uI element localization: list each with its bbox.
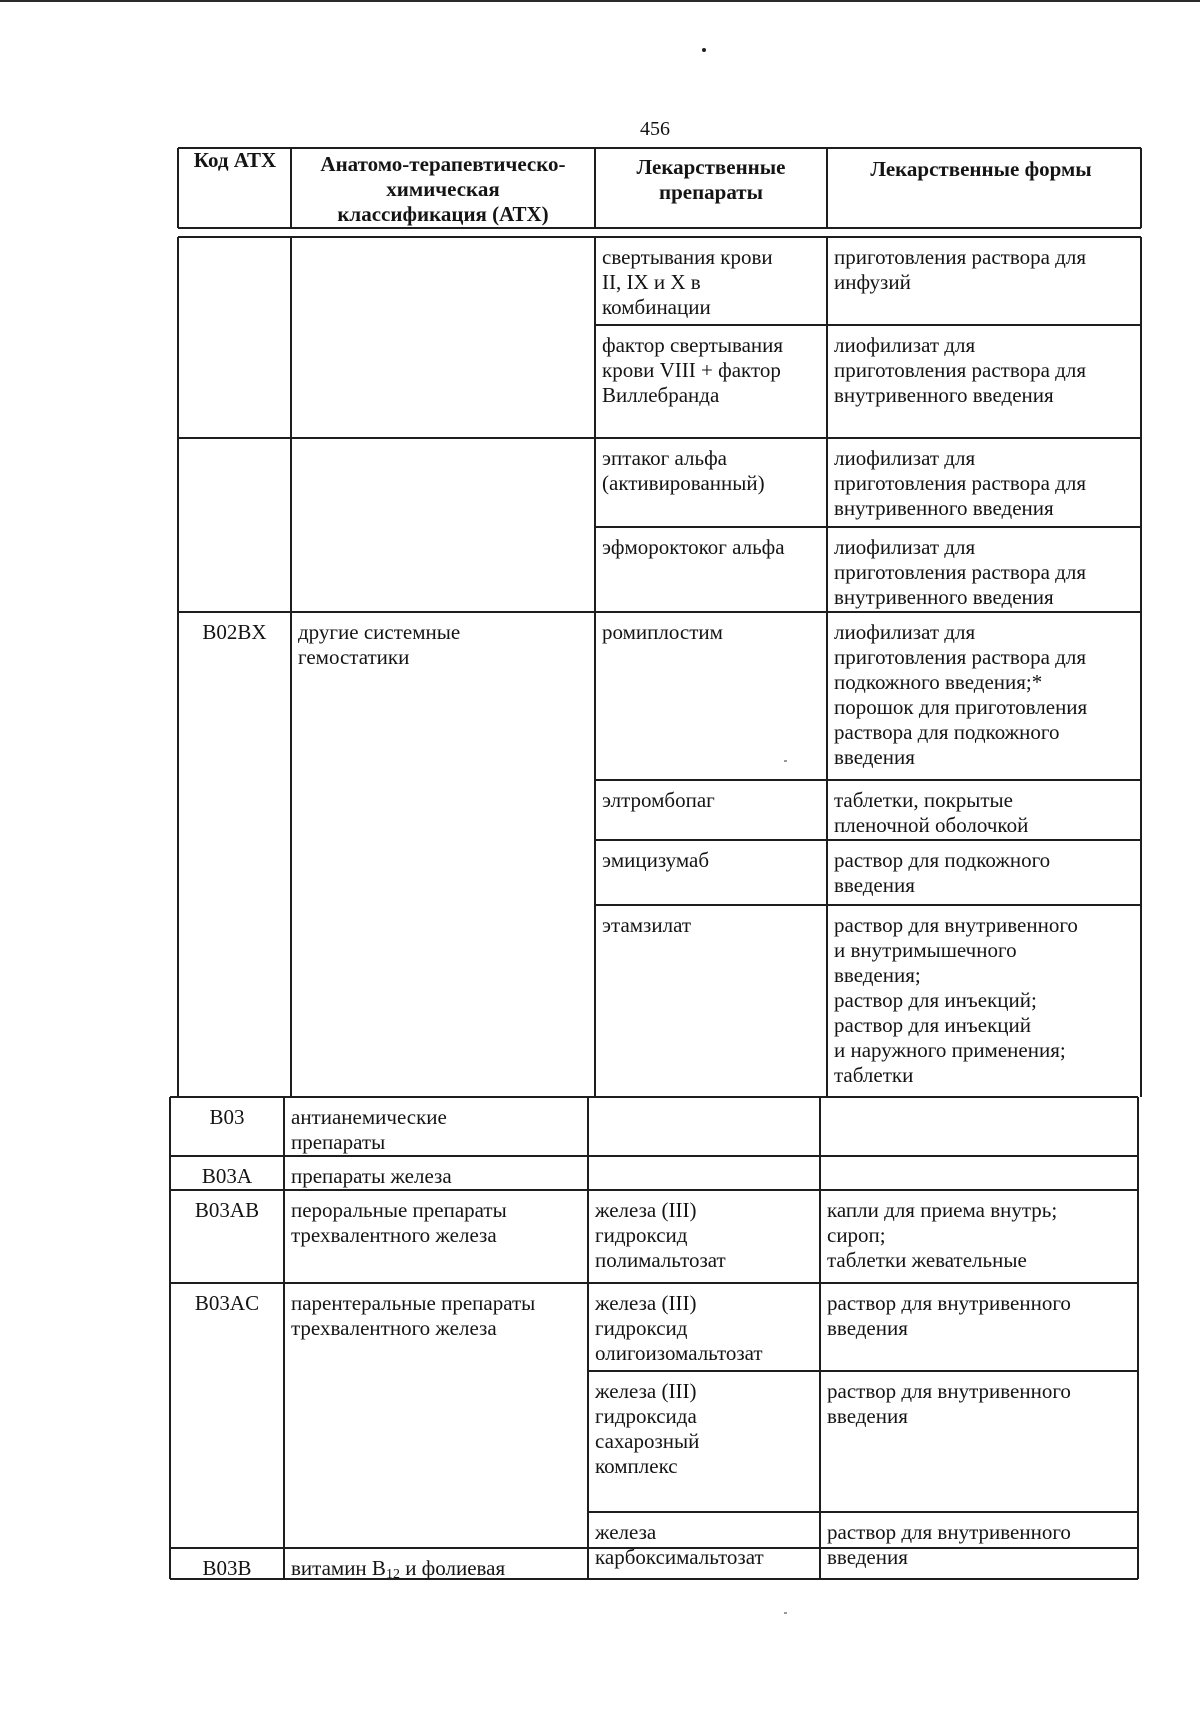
cell-drug: свертывания крови II, IX и X в комбинации [602, 245, 773, 319]
cell-dosage-form: капли для приема внутрь; сироп; таблетки жевательные [827, 1198, 1058, 1272]
cell-dosage-form: лиофилизат для приготовления раствора для внутривенного введения [834, 333, 1086, 407]
cell-dosage-form: раствор для внутривенного введения [827, 1291, 1071, 1340]
cell-atc-classification: препараты железа [291, 1164, 452, 1188]
cell-drug: железа (III) гидроксид полимальтозат [595, 1198, 726, 1272]
cell-drug: железа (III) гидроксида сахарозный комплекс [595, 1379, 700, 1478]
scan-speck [784, 1612, 787, 1614]
cell-atc-code: B03B [202, 1556, 252, 1580]
header-dosage-forms: Лекарственные формы [870, 157, 1092, 181]
page-number: 456 [640, 118, 670, 140]
cell-atc-code: B03A [201, 1164, 253, 1188]
cell-atc-classification: антианемические препараты [291, 1105, 447, 1154]
header-atc-code: Код АТХ [193, 148, 277, 172]
cell-atc-classification: парентеральные препараты трехвалентного железа [291, 1291, 536, 1340]
cell-drug: эптаког альфа (активированный) [602, 446, 765, 495]
cell-dosage-form: лиофилизат для приготовления раствора для подкожного введения;* порошок для приготовления раствора для подкожного введения [834, 620, 1088, 769]
cell-atc-code: B03AB [194, 1198, 260, 1222]
cell-drug: эмицизумаб [602, 848, 710, 872]
cell-dosage-form: раствор для внутривенного введения [827, 1379, 1071, 1428]
header-drugs: Лекарственные препараты [636, 155, 786, 204]
cell-drug: этамзилат [602, 913, 692, 937]
scan-top-edge [0, 0, 1200, 2]
cell-dosage-form: лиофилизат для приготовления раствора для внутривенного введения [834, 535, 1086, 609]
cell-drug: эфмороктоког альфа [602, 535, 785, 559]
scan-speck [784, 760, 787, 762]
cell-dosage-form: приготовления раствора для инфузий [834, 245, 1086, 294]
cell-dosage-form: раствор для внутривенного введения [827, 1520, 1071, 1569]
cell-atc-code: B03AC [194, 1291, 260, 1315]
cell-atc-classification: другие системные гемостатики [298, 620, 461, 669]
cell-dosage-form: таблетки, покрытые пленочной оболочкой [834, 788, 1029, 837]
cell-drug: ромиплостим [602, 620, 723, 644]
cell-dosage-form: лиофилизат для приготовления раствора для внутривенного введения [834, 446, 1086, 520]
cell-drug: железа (III) гидроксид олигоизомальтозат [595, 1291, 763, 1365]
cell-dosage-form: раствор для внутривенного и внутримышечного введения; раствор для инъекций; раствор для инъекций и наружного применения; таблетки [834, 913, 1078, 1087]
cell-atc-classification: пероральные препараты трехвалентного железа [291, 1198, 507, 1247]
cell-drug: фактор свертывания крови VIII + фактор Виллебранда [602, 333, 784, 407]
scan-speck [702, 48, 706, 52]
cell-drug: элтромбопаг [602, 788, 715, 812]
cell-atc-classification: витамин $B_{12}$ и фолиевая [291, 1556, 506, 1582]
cell-drug: железа карбоксимальтозат [595, 1520, 764, 1569]
header-atc-classification: Анатомо-терапевтическо- химическая классификация (АТХ) [320, 152, 566, 226]
cell-atc-code: B03 [209, 1105, 245, 1129]
cell-atc-code: B02BX [202, 620, 267, 644]
cell-dosage-form: раствор для подкожного введения [834, 848, 1051, 897]
